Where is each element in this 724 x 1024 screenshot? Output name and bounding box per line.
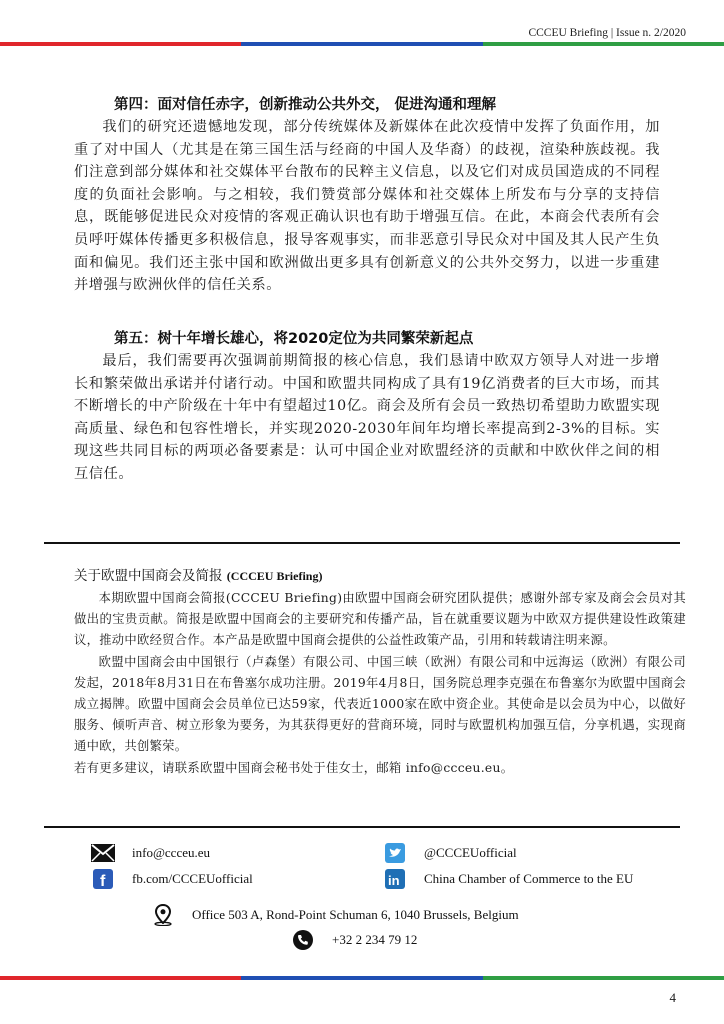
about-title-cn: 关于欧盟中国商会及简报 [74, 568, 223, 584]
about-paragraph-3: 若有更多建议，请联系欧盟中国商会秘书处于佳女士，邮箱 info@ccceu.eu。 [74, 760, 514, 775]
address-text: Office 503 A, Rond-Point Schuman 6, 1040 Brussels, Belgium [192, 907, 519, 922]
twitter-icon [382, 842, 408, 864]
section-5-paragraph: 最后，我们需要再次强调前期简报的核心信息，我们恳请中欧双方领导人对进一步增长和繁荣做出承诺并付诸行动。中国和欧盟共同构成了具有19亿消费者的巨大市场，而其不断增长的中产阶级在十年中有望超过10亿。商会及所有会员一致热切希望助力欧盟实现高质量、绿色和包容性增长，并实现2020-2030年间年均增长率提高到2-3%的目标。实现这些共同目标的两项必备要素是：认可中国企业对欧盟经济的贡献和中欧伙伴之间的相互信任。 [74, 353, 660, 482]
email-contact[interactable] [90, 842, 210, 864]
section-5 [74, 328, 660, 486]
address-contact [150, 904, 519, 926]
phone-number[interactable]: +32 2 234 79 12 [332, 932, 418, 947]
top-color-bar [0, 42, 724, 46]
location-pin-icon [150, 904, 176, 926]
facebook-contact[interactable] [90, 868, 253, 890]
about-title [74, 566, 686, 586]
section-5-title: 第五：树十年增长雄心，将2020定位为共同繁荣新起点 [114, 331, 474, 347]
linkedin-icon [382, 868, 408, 890]
section-4-paragraph: 我们的研究还遗憾地发现，部分传统媒体及新媒体在此次疫情中发挥了负面作用，加重了对中国人（尤其是在第三国生活与经商的中国人及华裔）的歧视，渲染种族歧视。我们注意到部分媒体和社交媒体平台散布的民粹主义信息，以及它们对成员国造成的不同程度的负面社会影响。与之相较，我们赞赏部分媒体和社交媒体上所发布与分享的支持信息，既能够促进民众对疫情的客观正确认识也有助于增强互信。在此，本商会代表所有会员呼吁媒体传播更多积极信息，报导客观事实，而非恶意引导民众对中国及其人民产生负面和偏见。我们还主张中国和欧洲做出更多具有创新意义的公共外交努力，以进一步重建并增强与欧洲伙伴的信任关系。 [74, 119, 660, 294]
about-paragraph-1: 本期欧盟中国商会简报(CCCEU Briefing)由欧盟中国商会研究团队提供；感谢外部专家及商会会员对其做出的宝贵贡献。简报是欧盟中国商会的主要研究和传播产品，旨在就重要议题为中欧双方提供建设性政策建议，推动中欧经贸合作。本产品是欧盟中国商会提供的公益性政策产品，引用和转载请注明来源。 [74, 591, 686, 648]
svg-text:f: f [100, 873, 106, 889]
phone-contact[interactable] [290, 929, 417, 951]
twitter-contact[interactable] [382, 842, 517, 864]
facebook-link[interactable]: fb.com/CCCEUofficial [132, 871, 253, 886]
page-number: 4 [669, 990, 676, 1005]
contact-divider [44, 826, 680, 828]
linkedin-contact[interactable] [382, 868, 633, 890]
linkedin-link[interactable]: China Chamber of Commerce to the EU [424, 871, 634, 886]
envelope-icon [90, 842, 116, 864]
twitter-link[interactable]: @CCCEUofficial [424, 845, 517, 860]
about-title-en: (CCCEU Briefing) [226, 569, 323, 583]
phone-icon [290, 929, 316, 951]
bottom-color-bar [0, 976, 724, 980]
facebook-icon [90, 868, 116, 890]
svg-text:in: in [388, 873, 400, 888]
email-link[interactable]: info@ccceu.eu [132, 845, 211, 860]
about-box [74, 566, 686, 779]
section-4 [74, 94, 660, 297]
section-4-title: 第四：面对信任赤字，创新推动公共外交， 促进沟通和理解 [114, 97, 497, 113]
running-header: CCCEU Briefing | Issue n. 2/2020 [528, 27, 686, 39]
section-divider [44, 542, 680, 544]
about-paragraph-2: 欧盟中国商会由中国银行（卢森堡）有限公司、中国三峡（欧洲）有限公司和中远海运（欧洲）有限公司发起，2018年8月31日在布鲁塞尔成功注册。2019年4月8日，国务院总理李克强在布鲁塞尔为欧盟中国商会成立揭牌。欧盟中国商会会员单位已达59家，代表近1000家在欧中资企业。其使命是以会员为中心，以做好服务、倾听声音、树立形象为要务，为其获得更好的营商环境，同时与欧盟机构加强互信，分享机遇，实现商通中欧，共创繁荣。 [74, 654, 686, 754]
